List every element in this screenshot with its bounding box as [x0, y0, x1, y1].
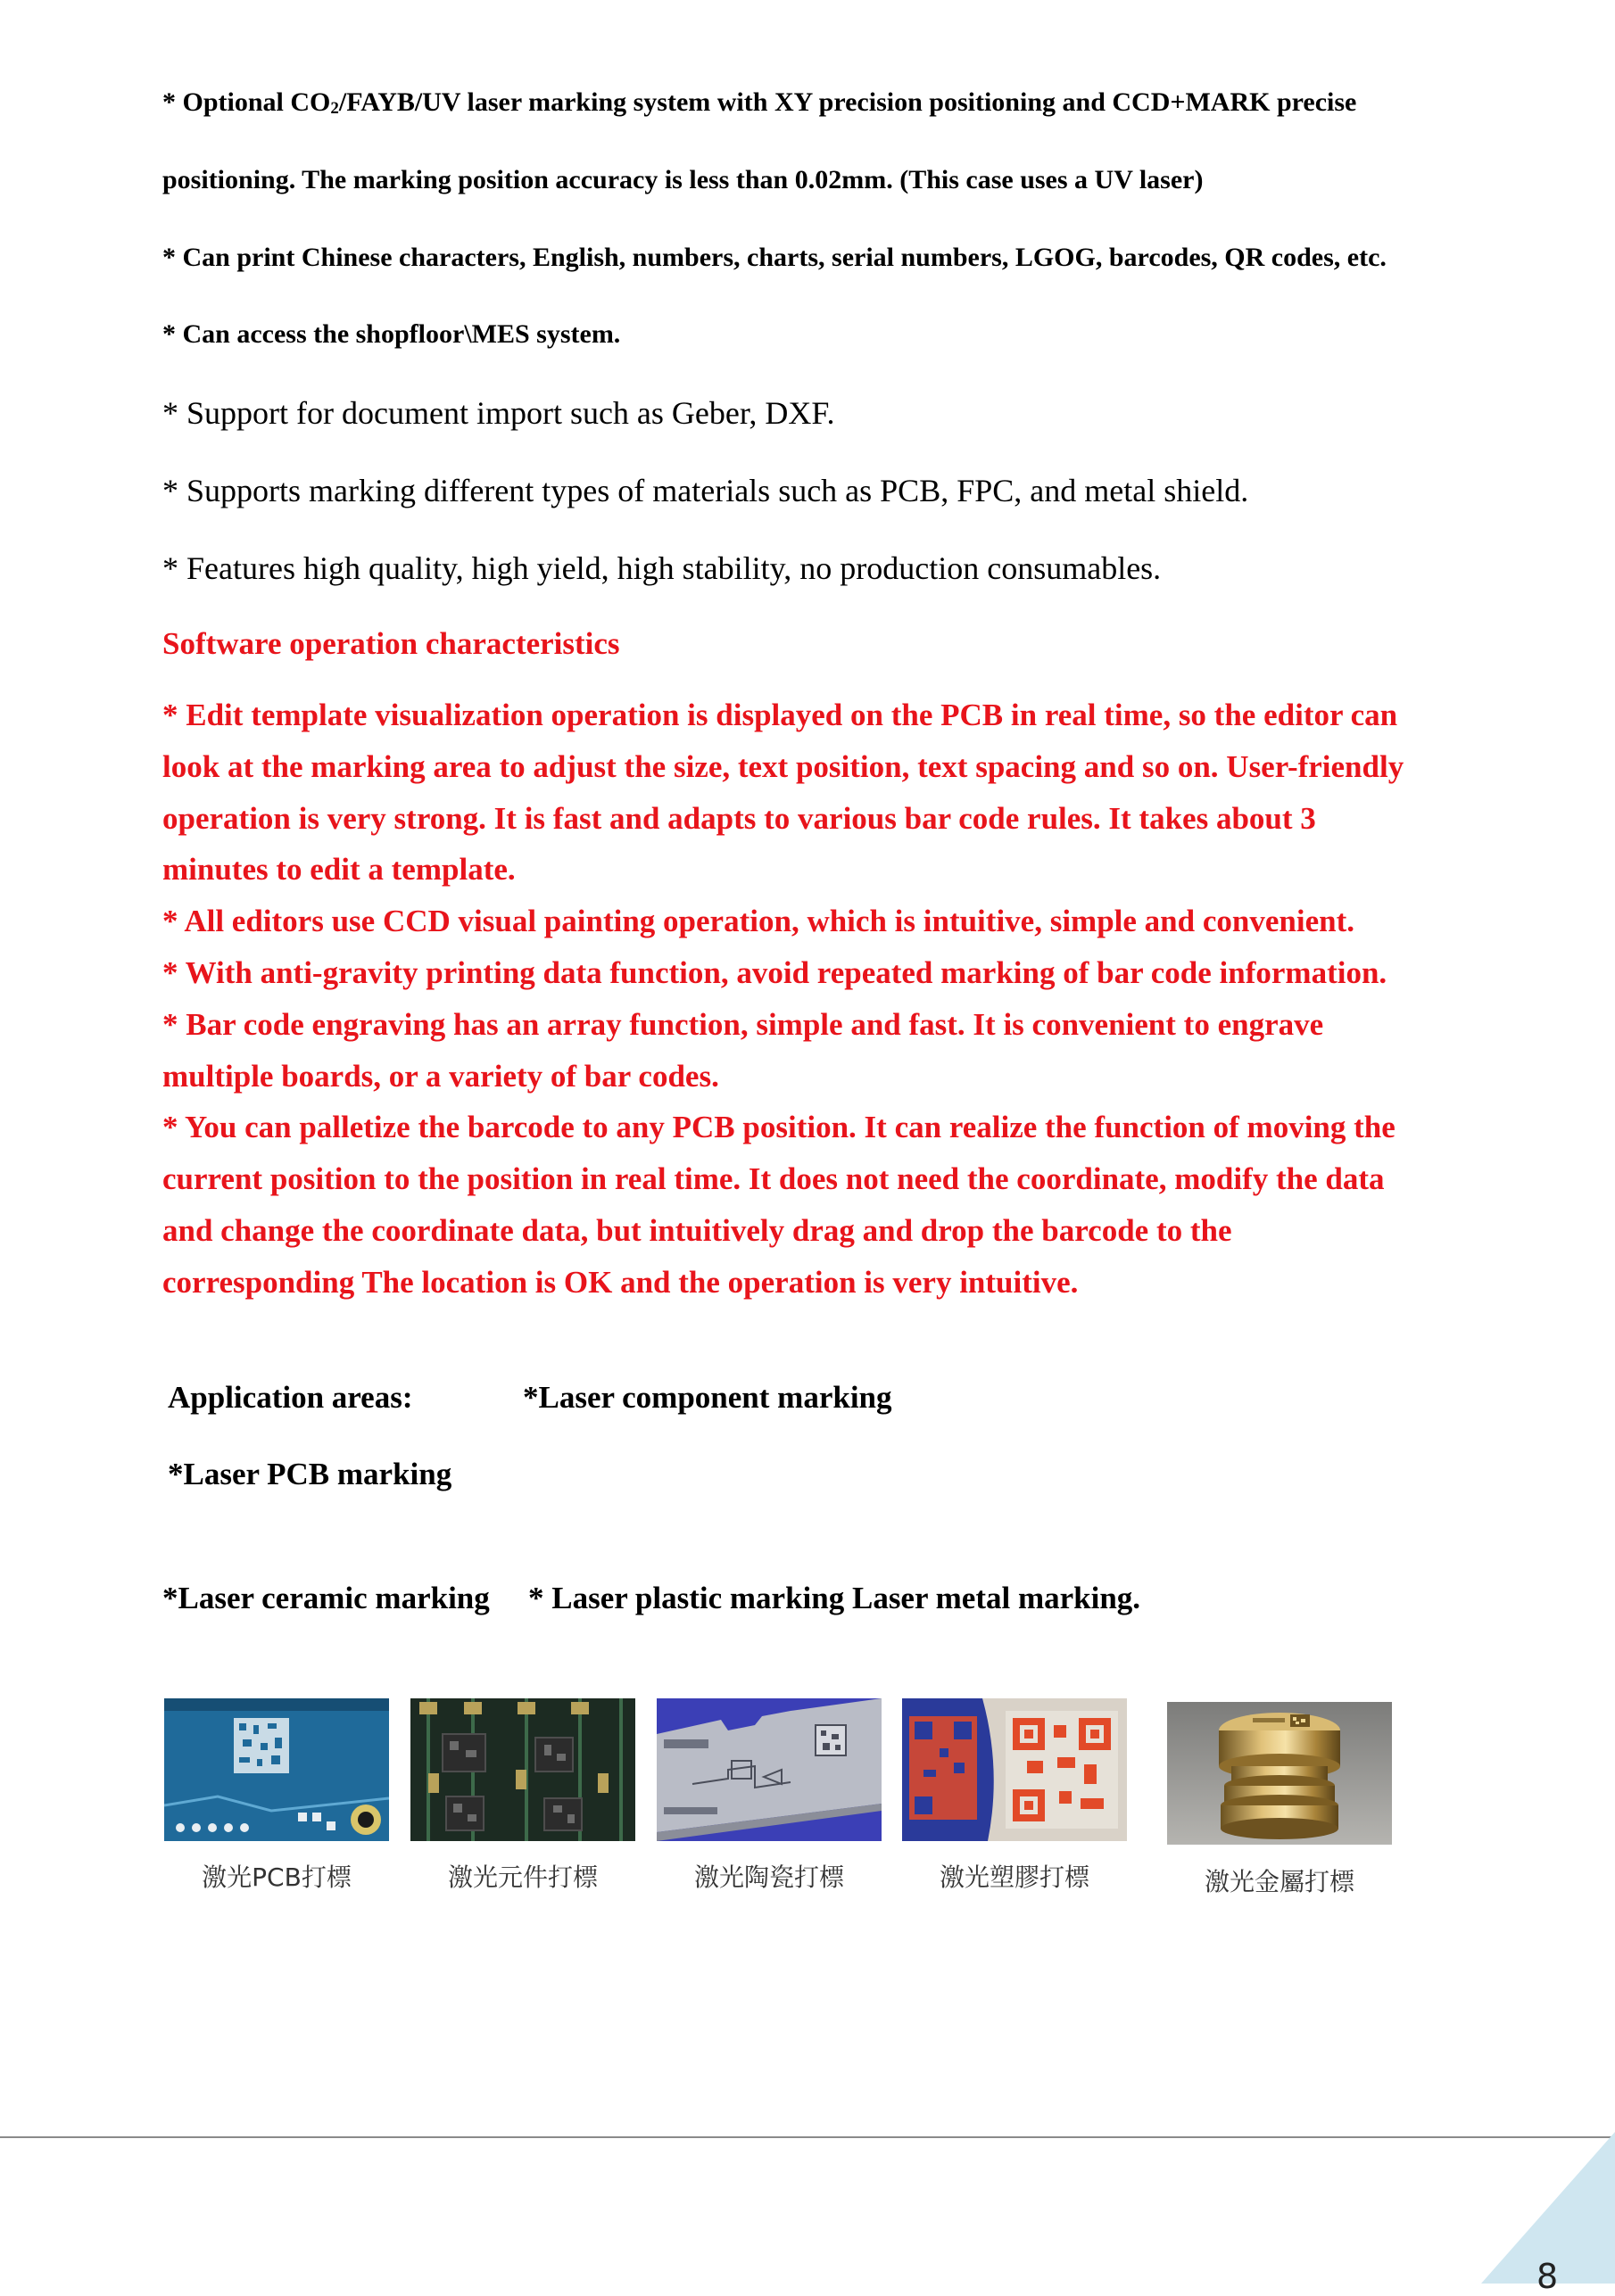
feature-quality: * Features high quality, high yield, high stability, no production consumables.	[162, 550, 1162, 586]
software-line: corresponding The location is OK and the operation is very intuitive.	[162, 1264, 1079, 1300]
caption-plastic: 激光塑膠打標	[939, 1862, 1089, 1892]
software-line: * Edit template visualization operation is displayed on the PCB in real time, so the editor can	[162, 698, 1398, 732]
software-line: * Bar code engraving has an array function, simple and fast. It is convenient to engrave	[162, 1006, 1324, 1042]
software-line: and change the coordinate data, but intuitively drag and drop the barcode to the	[162, 1212, 1232, 1248]
photo-component-marking	[410, 1698, 635, 1841]
caption-metal: 激光金屬打標	[1204, 1867, 1354, 1896]
feature-print-content: * Can print Chinese characters, English, numbers, charts, serial numbers, LGOG, barcodes, QR codes, etc.	[162, 243, 1387, 272]
feature-materials: * Supports marking different types of materials such as PCB, FPC, and metal shield.	[162, 473, 1249, 508]
feature-positioning-accuracy: positioning. The marking position accuracy is less than 0.02mm. (This case uses a UV laser)	[162, 165, 1204, 194]
page-number: 8	[1536, 2257, 1559, 2296]
caption-ceramic: 激光陶瓷打標	[693, 1862, 844, 1892]
feature-laser-system: * Optional CO2/FAYB/UV laser marking system with XY precision positioning and CCD+MARK precise	[162, 87, 1357, 118]
footer-divider	[0, 2136, 1615, 2138]
photo-ceramic-marking	[657, 1698, 882, 1841]
application-plastic-metal: * Laser plastic marking Laser metal marking.	[528, 1581, 1141, 1615]
software-heading: Software operation characteristics	[162, 626, 620, 661]
feature-document-import: * Support for document import such as Geber, DXF.	[162, 395, 835, 431]
software-line: look at the marking area to adjust the size, text position, text spacing and so on. User-friendly	[162, 748, 1404, 784]
photo-plastic-marking	[902, 1698, 1127, 1841]
software-line: * You can palletize the barcode to any PCB position. It can realize the function of moving the	[162, 1110, 1396, 1145]
application-areas-label: Application areas:	[168, 1380, 413, 1415]
caption-component: 激光元件打標	[447, 1862, 598, 1892]
software-line: multiple boards, or a variety of bar codes.	[162, 1058, 719, 1094]
software-line: current position to the position in real time. It does not need the coordinate, modify the data	[162, 1161, 1385, 1197]
software-line: operation is very strong. It is fast and adapts to various bar code rules. It takes about 3	[162, 800, 1316, 836]
software-line: minutes to edit a template.	[162, 852, 516, 888]
application-pcb: *Laser PCB marking	[168, 1457, 452, 1491]
application-component: *Laser component marking	[523, 1380, 892, 1415]
software-line: * With anti-gravity printing data function, avoid repeated marking of bar code information.	[162, 954, 1387, 990]
feature-mes-access: * Can access the shopfloor\MES system.	[162, 319, 621, 349]
software-line: * All editors use CCD visual painting operation, which is intuitive, simple and convenient.	[162, 904, 1354, 939]
software-characteristics	[162, 690, 1483, 1309]
caption-pcb: 激光PCB打標	[202, 1862, 352, 1892]
application-ceramic: *Laser ceramic marking	[162, 1581, 490, 1615]
photo-metal-marking	[1167, 1702, 1392, 1845]
photo-pcb-marking	[164, 1698, 389, 1841]
